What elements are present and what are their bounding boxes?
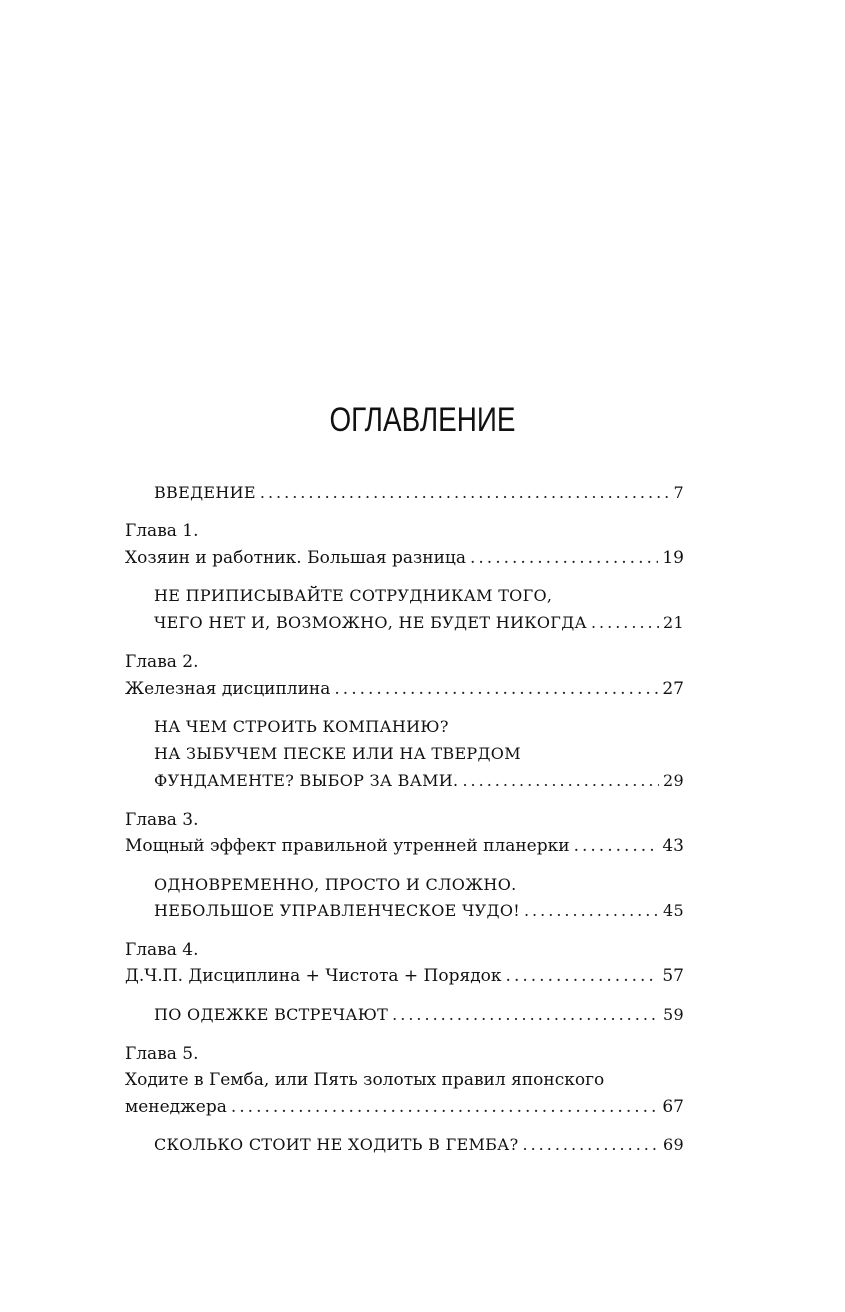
dot-leader (470, 545, 658, 571)
page-number: 29 (663, 771, 684, 790)
toc-entry-text: ФУНДАМЕНТЕ? ВЫБОР ЗА ВАМИ. (154, 771, 459, 790)
page-number: 57 (662, 966, 684, 986)
toc-entry-text: Д.Ч.П. Дисциплина + Чистота + Порядок (125, 966, 502, 986)
page-number: 45 (663, 901, 684, 920)
dot-leader (392, 1002, 659, 1028)
toc-subentry-3-1[interactable] (154, 898, 684, 924)
page-number: 67 (662, 1097, 684, 1117)
toc-entry-text: Мощный эффект правильной утренней планерки (125, 836, 570, 856)
chapter-label-4: Глава 4. (125, 940, 199, 960)
toc-subentry-1-1[interactable] (154, 610, 684, 636)
toc-entry-chapter-2[interactable] (125, 676, 684, 702)
toc-subentry-4-1[interactable] (154, 1002, 684, 1028)
dot-leader (524, 898, 659, 924)
toc-entry-text: НЕБОЛЬШОЕ УПРАВЛЕНЧЕСКОЕ ЧУДО! (154, 901, 520, 920)
page-number: 7 (673, 483, 684, 502)
page-number: 43 (662, 836, 684, 856)
dot-leader (260, 480, 670, 506)
dot-leader (506, 963, 659, 989)
page-number: 69 (663, 1135, 684, 1154)
toc-subentry-2-1-line2: НА ЗЫБУЧЕМ ПЕСКЕ ИЛИ НА ТВЕРДОМ (154, 744, 521, 763)
page-number: 27 (662, 679, 684, 699)
toc-entry-text: СКОЛЬКО СТОИТ НЕ ХОДИТЬ В ГЕМБА? (154, 1135, 519, 1154)
toc-entry-chapter-5[interactable] (125, 1094, 684, 1120)
toc-entry-text: менеджера (125, 1097, 227, 1117)
toc-subentry-2-1-line1: НА ЧЕМ СТРОИТЬ КОМПАНИЮ? (154, 717, 449, 736)
chapter-label-2: Глава 2. (125, 652, 199, 672)
toc-entry-chapter-5-line1: Ходите в Гемба, или Пять золотых правил японского (125, 1070, 605, 1090)
dot-leader (462, 768, 659, 794)
toc-subentry-2-1[interactable] (154, 768, 684, 794)
toc-subentry-3-1-line1: ОДНОВРЕМЕННО, ПРОСТО И СЛОЖНО. (154, 875, 517, 894)
toc-entry-intro[interactable] (154, 480, 684, 506)
toc-entry-text: Хозяин и работник. Большая разница (125, 548, 466, 568)
toc-entry-text: ПО ОДЕЖКЕ ВСТРЕЧАЮТ (154, 1005, 389, 1024)
toc-entry-chapter-1[interactable] (125, 545, 684, 571)
dot-leader (522, 1132, 659, 1158)
dot-leader (591, 610, 659, 636)
page-number: 21 (663, 613, 684, 632)
toc-entry-chapter-3[interactable] (125, 833, 684, 859)
toc-entry-text: Железная дисциплина (125, 679, 331, 699)
toc-subentry-5-1[interactable] (154, 1132, 684, 1158)
dot-leader (231, 1094, 659, 1120)
dot-leader (574, 833, 659, 859)
chapter-label-1: Глава 1. (125, 521, 199, 541)
chapter-label-5: Глава 5. (125, 1044, 199, 1064)
page-title: ОГЛАВЛЕНИЕ (329, 401, 516, 439)
chapter-label-3: Глава 3. (125, 810, 199, 830)
toc-entry-text: ЧЕГО НЕТ И, ВОЗМОЖНО, НЕ БУДЕТ НИКОГДА (154, 613, 587, 632)
toc-subentry-1-1-line1: НЕ ПРИПИСЫВАЙТЕ СОТРУДНИКАМ ТОГО, (154, 586, 553, 605)
page-number: 19 (662, 548, 684, 568)
toc-entry-chapter-4[interactable] (125, 963, 684, 989)
page-number: 59 (663, 1005, 684, 1024)
dot-leader (334, 676, 658, 702)
toc-entry-text: ВВЕДЕНИЕ (154, 483, 256, 502)
